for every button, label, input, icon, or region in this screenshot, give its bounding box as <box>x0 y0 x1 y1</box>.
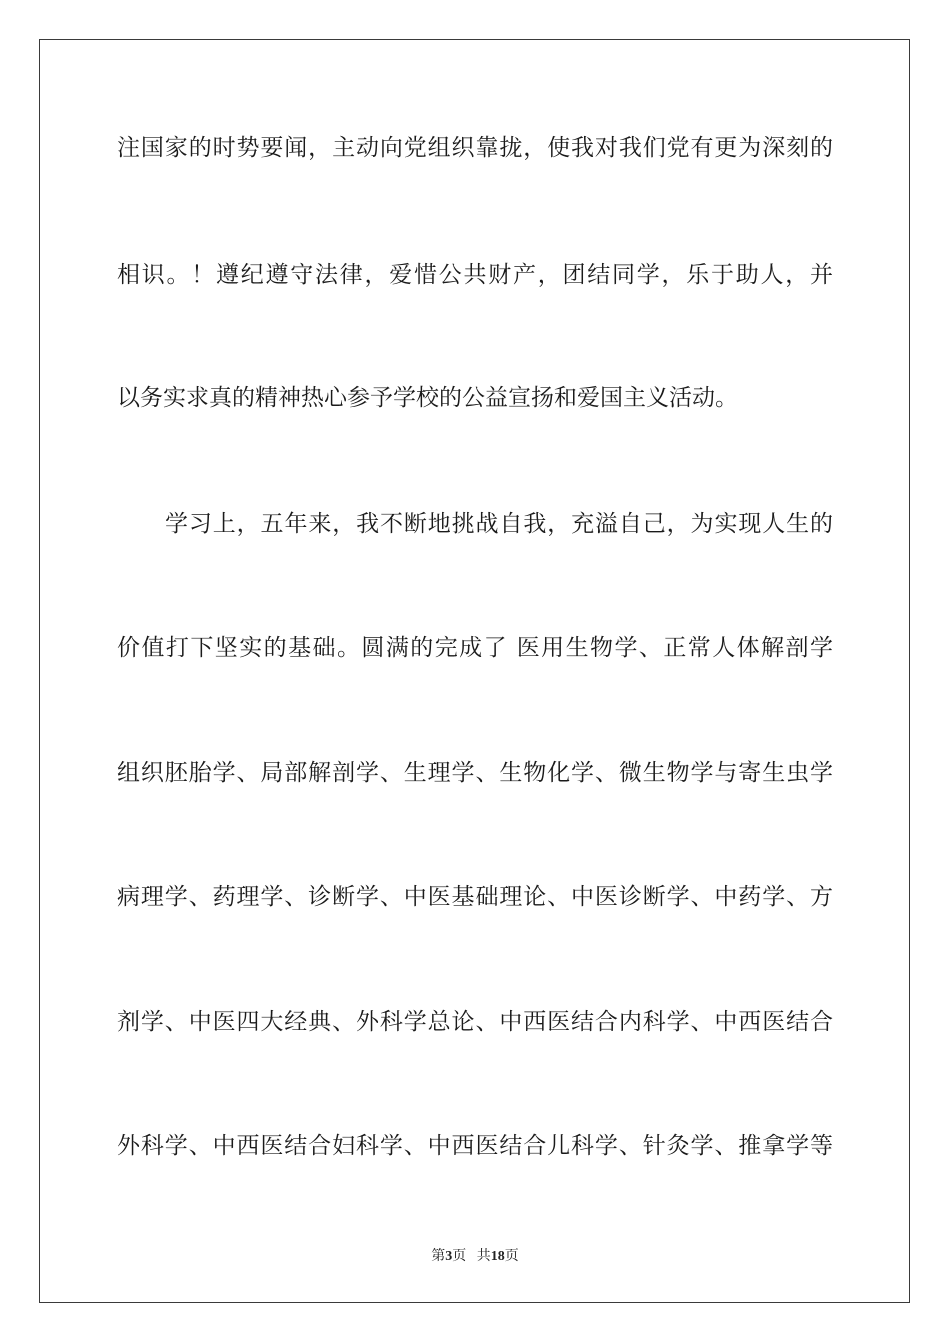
page-suffix: 页 <box>452 1249 467 1264</box>
body-text-line: 组织胚胎学、局部解剖学、生理学、生物化学、微生物学与寄生虫学 <box>117 760 833 786</box>
body-text-line: 相识。！遵纪遵守法律，爱惜公共财产，团结同学，乐于助人，并 <box>117 262 833 288</box>
paragraph-first-line: 学习上，五年来，我不断地挑战自我，充溢自己，为实现人生的 <box>165 511 833 537</box>
body-text-line: 价值打下坚实的基础。圆满的完成了 医用生物学、正常人体解剖学 <box>117 635 833 661</box>
total-suffix: 页 <box>504 1249 519 1264</box>
body-text-line: 剂学、中医四大经典、外科学总论、中西医结合内科学、中西医结合 <box>117 1009 833 1035</box>
body-text-line: 病理学、药理学、诊断学、中医基础理论、中医诊断学、中药学、方 <box>117 884 833 910</box>
page-border <box>39 39 910 1303</box>
body-text-line: 以务实求真的精神热心参予学校的公益宣扬和爱国主义活动。 <box>117 385 738 411</box>
body-text-line: 注国家的时势要闻，主动向党组织靠拢，使我对我们党有更为深刻的 <box>117 135 833 161</box>
body-text-line: 外科学、中西医结合妇科学、中西医结合儿科学、针灸学、推拿学等 <box>117 1133 833 1159</box>
total-prefix: 共 <box>476 1249 491 1264</box>
current-page-number: 3 <box>445 1249 453 1264</box>
total-page-count: 18 <box>490 1249 505 1264</box>
page-prefix: 第 <box>431 1249 446 1264</box>
page-footer <box>0 1247 950 1267</box>
